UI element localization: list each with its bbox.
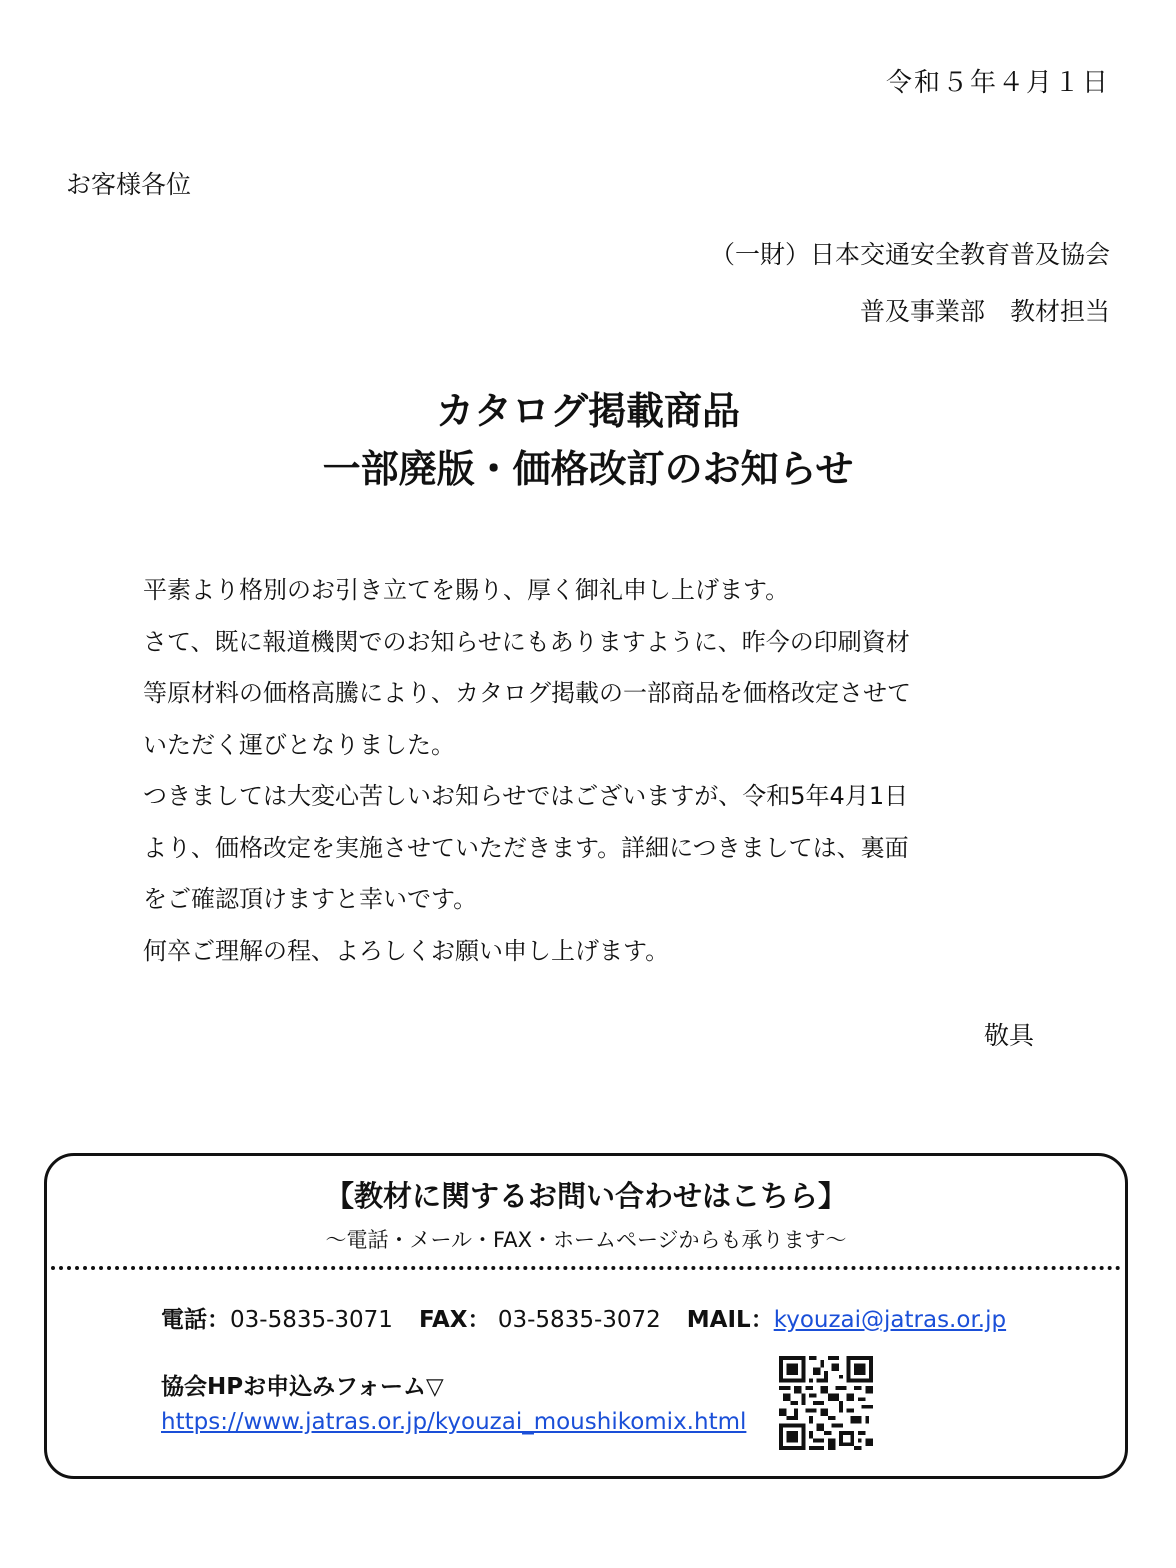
qr-code-icon: [779, 1356, 873, 1450]
contact-subheading: ～電話・メール・FAX・ホームページからも承ります～: [325, 1228, 847, 1252]
body-line: つきましては大変心苦しいお知らせではございますが、令和5年4月1日: [143, 782, 909, 810]
form-label: 協会HPお申込みフォーム▽: [161, 1374, 444, 1400]
sender-block: [710, 226, 1110, 340]
phone-number: 03-5835-3071: [230, 1307, 393, 1333]
mail-link[interactable]: kyouzai@jatras.or.jp: [773, 1307, 1007, 1333]
title-line-2: 一部廃版・価格改訂のお知らせ: [322, 447, 854, 491]
body-line: 何卒ご理解の程、よろしくお願い申し上げます。: [143, 936, 670, 965]
body-text: [143, 565, 1043, 977]
fax-label: FAX：: [418, 1307, 491, 1333]
mail-label: MAIL：: [686, 1307, 774, 1333]
sender-organization: （一財）日本交通安全教育普及協会: [709, 240, 1110, 269]
dotted-divider: [51, 1266, 1121, 1270]
body-line: より、価格改定を実施させていただきます。詳細につきましては、裏面: [143, 833, 909, 862]
body-line: 等原材料の価格高騰により、カタログ掲載の一部商品を価格改定させて: [143, 679, 911, 707]
body-line: さて、既に報道機関でのお知らせにもありますように、昨今の印刷資材: [143, 627, 910, 656]
fax-number: 03-5835-3072: [490, 1307, 661, 1333]
contact-heading: 【教材に関するお問い合わせはこちら】: [324, 1179, 847, 1213]
contact-details: [161, 1301, 1006, 1334]
document-title: [0, 382, 1176, 498]
phone-label: 電話：: [161, 1307, 230, 1333]
body-line: をご確認頂けますと幸いです。: [143, 885, 478, 913]
body-line: いただく運びとなりました。: [143, 730, 455, 759]
form-url-link[interactable]: https://www.jatras.or.jp/kyouzai_moushikomix.html: [161, 1409, 747, 1435]
closing-salutation: 敬具: [983, 1021, 1034, 1050]
title-line-1: カタログ掲載商品: [435, 389, 740, 433]
contact-box: [44, 1153, 1128, 1479]
document-date: 令和５年４月１日: [885, 68, 1110, 98]
body-line: 平素より格別のお引き立てを賜り、厚く御礼申し上げます。: [143, 576, 790, 604]
recipient: お客様各位: [66, 170, 192, 199]
sender-department: 普及事業部 教材担当: [859, 297, 1110, 326]
